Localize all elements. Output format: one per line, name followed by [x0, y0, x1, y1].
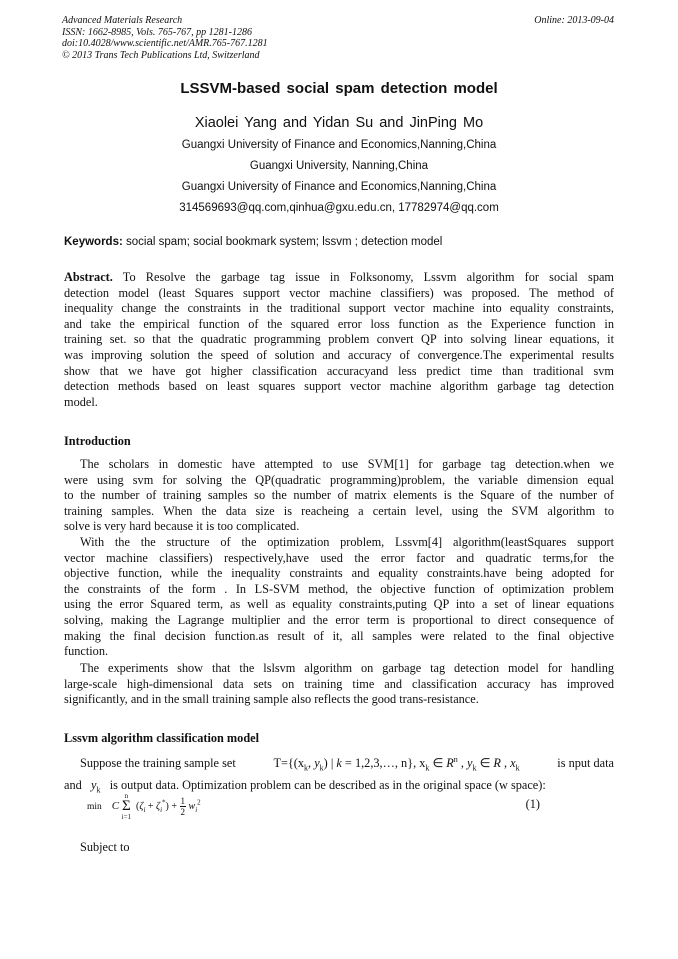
abstract-line: detection methods based on least squares support vector machine algorithm garbage tag detection — [64, 379, 614, 394]
keywords — [64, 236, 442, 248]
intro-paragraph-1 — [64, 457, 614, 535]
abstract-line: detection model (least Squares support vector machine classifiers) was proposed. The method of — [64, 285, 614, 300]
author-emails: 314569693@qq.com,qinhua@gxu.edu.cn, 17782974@qq.com — [179, 202, 499, 214]
paragraph-line: using the error Squared term, as well as equality constraints,puting QP into a set of linear equations — [64, 597, 614, 612]
abstract-line: model. — [64, 394, 98, 409]
abstract-label: Abstract. — [64, 270, 113, 284]
equation-number: (1) — [525, 797, 540, 811]
paragraph-line: vector machine classifiers) respectively,have used the error factor and quadratic terms,for the — [64, 550, 614, 565]
abstract-line: and take the empirical function of the squared error loss function as the Experience function in — [64, 316, 614, 331]
paragraph-line: and $y_k$ is output data. Optimization problem can be described as in the original space (w space): — [64, 778, 546, 795]
affiliation-2: Guangxi University, Nanning,China — [249, 160, 429, 172]
paragraph-line: large-scale high-dimensional data sets on training time and classification accuracy has improved — [64, 676, 614, 691]
paragraph-line: function. — [64, 644, 109, 659]
lssvm-text-b: is nput data — [557, 756, 614, 771]
abstract-line: Abstract. To Resolve the garbage tag issue in Folksonomy, Lssvm algorithm for social spam — [64, 270, 614, 284]
paragraph-line: objective function, while the inequality constraints and equality constraints.have being adopted for — [64, 566, 614, 581]
journal-header — [62, 15, 268, 61]
paragraph-line: making the final decision function.as result of it, all samples were related to the final objective — [64, 628, 614, 643]
keywords-text: social spam; social bookmark system; lssvm ; detection model — [126, 236, 443, 248]
equation-1: min C n Σ i=1 $(\zeta_i + \zeta_i^*)$ + $\frac{1}{2}$ $w_i^2$ — [87, 792, 201, 821]
paragraph-line — [64, 752, 614, 776]
abstract-line: inequality change the constraints in the traditional support vector machine into equality constraints, — [64, 301, 614, 316]
affiliation-1: Guangxi University of Finance and Economics,Nanning,China — [181, 139, 497, 151]
paragraph-line: the constraints of the form . In LS-SVM method, the objective function of optimization problem — [64, 581, 614, 596]
abstract-line: training set. so that the quadratic programming problem convert QP into solving linear equations, it — [64, 332, 614, 347]
intro-paragraph-2 — [64, 535, 614, 660]
abstract-line: was improving solution the speed of solution and accuracy of convergence.The experimental results — [64, 347, 614, 362]
subject-to: Subject to — [80, 840, 130, 854]
journal-doi: doi:10.4028/www.scientific.net/AMR.765-767.1281 — [62, 38, 268, 49]
journal-name: Advanced Materials Research — [62, 15, 183, 26]
keywords-label: Keywords: — [64, 236, 123, 248]
online-date: Online: 2013-09-04 — [534, 15, 614, 26]
abstract-line: show that we have got higher classification accuracyand less predict time than traditional svm — [64, 363, 614, 378]
training-set-formula: $T=\{(x_k$, $y_k$) | k = 1,2,3,…, n}, $x_k$ ∈ $R^n$ , $y_k$ ∈ R , $x_k$ — [273, 755, 520, 773]
paper-authors: Xiaolei Yang and Yidan Su and JinPing Mo — [194, 115, 484, 131]
paragraph-line: training samples. When the data size is reacheing a certain level, using the SVM algorithm to — [64, 503, 614, 518]
section-heading-lssvm: Lssvm algorithm classification model — [64, 731, 260, 745]
paragraph-line: The scholars in domestic have attempted to use SVM[1] for garbage tag detection.when we — [80, 457, 614, 471]
paragraph-line: significantly, and in the small training sample also reflects the good trans-resistance. — [64, 692, 479, 707]
lssvm-text-a: Suppose the training sample set — [80, 756, 236, 771]
paragraph-line: solving, making the Lagrange multiplier and the error term is proportional to direct consequence of — [64, 612, 614, 627]
paragraph-line: to the number of training samples so the number of matrix elements is the Square of the number of — [64, 488, 614, 503]
intro-paragraph-3 — [64, 661, 614, 708]
section-heading-introduction: Introduction — [64, 434, 131, 448]
affiliation-3: Guangxi University of Finance and Economics,Nanning,China — [181, 181, 497, 193]
paragraph-line: With the the structure of the optimization problem, Lssvm[4] algorithm(leastSquares support — [80, 535, 614, 549]
paragraph-line: The experiments show that the lslsvm algorithm on garbage tag detection model for handling — [80, 661, 614, 675]
paper-title: LSSVM-based social spam detection model — [180, 80, 498, 97]
abstract — [64, 270, 614, 410]
journal-copyright: © 2013 Trans Tech Publications Ltd, Switzerland — [62, 49, 260, 61]
journal-issn: ISSN: 1662-8985, Vols. 765-767, pp 1281-1286 — [62, 26, 252, 38]
paragraph-line: were using svm for solving the QP(quadratic programming)problem, the variable dimension equal — [64, 472, 614, 487]
paragraph-line: solve is very hard because it is too complicated. — [64, 519, 300, 534]
output-var: y — [91, 778, 97, 793]
